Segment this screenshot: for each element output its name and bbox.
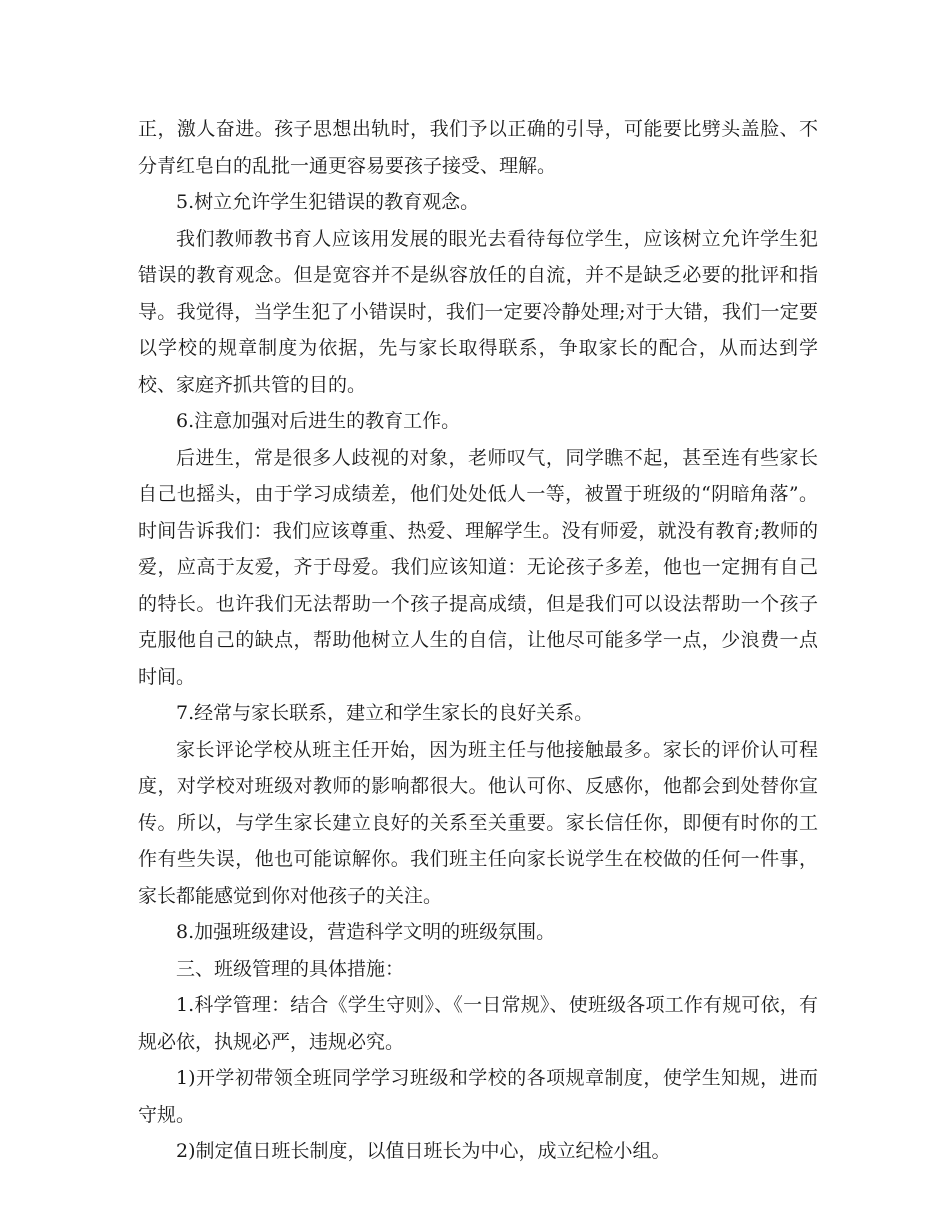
chapter-heading-3: 三、班级管理的具体措施： [176,957,405,980]
body-paragraph: 我们教师教书育人应该用发展的眼光去看待每位学生，应该树立允许学生犯错误的教育观念。但是宽容并不是纵容放任的自流，并不是缺乏必要的批评和指导。我觉得，当学生犯了小错误时，我们一定要冷静处理;对于大错，我们一定要以学校的规章制度为依据，先与家长取得联系，争取家长的配合，从而达到学校、家庭齐抓共管的目的。 [138,227,818,396]
section-heading-7: 7.经常与家长联系，建立和学生家长的良好关系。 [176,702,594,724]
section-heading-6: 6.注意加强对后进生的教育工作。 [176,410,461,432]
measure-item-2: 2)制定值日班长制度，以值日班长为中心，成立纪检小组。 [176,1140,671,1162]
measure-paragraph-1: 1.科学管理：结合《学生守则》、《一日常规》、使班级各项工作有规可依，有规必依，执规必严，违规必究。 [138,994,818,1053]
section-heading-5: 5.树立允许学生犯错误的教育观念。 [176,191,480,213]
body-paragraph: 后进生，常是很多人歧视的对象，老师叹气，同学瞧不起，甚至连有些家长自己也摇头，由于学习成绩差，他们处处低人一等，被置于班级的“阴暗角落”。时间告诉我们：我们应该尊重、热爱、理解学生。没有师爱，就没有教育;教师的爱，应高于友爱，齐于母爱。我们应该知道：无论孩子多差，他也一定拥有自己的特长。也许我们无法帮助一个孩子提高成绩，但是我们可以设法帮助一个孩子克服他自己的缺点，帮助他树立人生的自信，让他尽可能多学一点，少浪费一点时间。 [138,446,818,688]
measure-item-1: 1)开学初带领全班同学学习班级和学校的各项规章制度，使学生知规，进而守规。 [138,1067,818,1126]
body-paragraph: 家长评论学校从班主任开始，因为班主任与他接触最多。家长的评价认可程度，对学校对班级对教师的影响都很大。他认可你、反感你，他都会到处替你宣传。所以，与学生家长建立良好的关系至关重要。家长信任你，即便有时你的工作有些失误，他也可能谅解你。我们班主任向家长说学生在校做的任何一件事，家长都能感觉到你对他孩子的关注。 [138,738,818,907]
document-page [138,111,818,1170]
continued-paragraph: 正，激人奋进。孩子思想出轨时，我们予以正确的引导，可能要比劈头盖脸、不分青红皂白的乱批一通更容易要孩子接受、理解。 [138,118,818,177]
section-heading-8: 8.加强班级建设，营造科学文明的班级氛围。 [176,921,556,943]
